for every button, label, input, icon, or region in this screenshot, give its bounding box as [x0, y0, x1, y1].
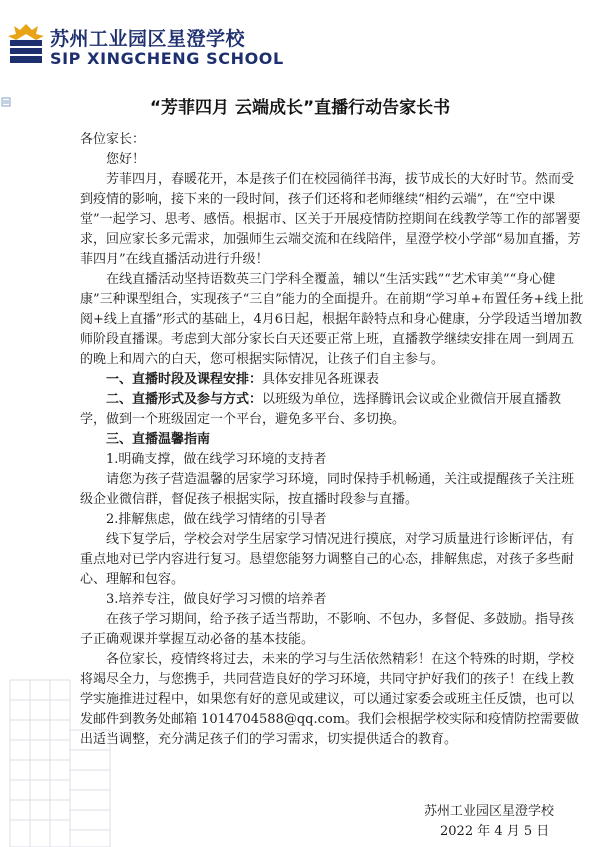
section-schedule-heading: 一、直播时段及课程安排： [106, 372, 263, 387]
section-format-body: 以班级为单位，选择腾讯会议或企业微信开展直播教学，做到一个班级固定一个平台，避免多平台、多切换。 [80, 392, 562, 427]
guide-1-body: 请您为孩子营造温馨的居家学习环境，同时保持手机畅通，关注或提醒孩子关注班级企业微信群，督促孩子根据实际，按直播时段参与直播。 [80, 472, 575, 507]
salutation: 各位家长： [80, 132, 146, 147]
guide-3-body: 在孩子学习期间，给予孩子适当帮助，不影响、不包办，多督促、多鼓励。指导孩子正确观课并掌握互动必备的基本技能。 [80, 612, 575, 647]
paragraph-intro: 芳菲四月，春暖花开，本是孩子们在校园徜徉书海，拔节成长的大好时节。然而受到疫情的影响，接下来的一段时间，孩子们还将和老师继续“相约云端”，在“空中课堂”一起学习、思考、感悟。根据市、区关于开展疫情防控期间在线教学等工作的部署要求，回应家长多元需求，加强师生云端交流和在线陪伴，星澄学校小学部“易加直播，芳菲四月”在线直播活动进行升级！ [80, 172, 581, 267]
section-guide-heading: 三、直播温馨指南 [106, 432, 211, 447]
section-format-heading: 二、直播形式及参与方式： [106, 392, 263, 407]
signature-school: 苏州工业园区星澄学校 [424, 804, 555, 819]
school-name-cn: 苏州工业园区星澄学校 [50, 28, 246, 50]
paragraph-closing: 各位家长，疫情终将过去，未来的学习与生活依然精彩！在这个特殊的时期，学校将竭尽全力，与您携手，共同营造良好的学习环境，共同守护好我们的孩子！在线上教学实施推进过程中，如果您有好的意见或建议，可以通过家委会或班主任反馈，也可以发邮件到教务处邮箱 1014704588@qq.com。我们会根据学校实际和疫情防控需要做出适当调整，充分满足孩子们的学习需求，切实提供适合的教育。 [80, 652, 580, 747]
letter-title: “芳菲四月 云端成长”直播行动告家长书 [149, 98, 451, 118]
section-schedule [80, 370, 585, 390]
guide-1-title: 1.明确支撑，做在线学习环境的支持者 [106, 452, 327, 467]
school-name-en: SIP XINGCHENG SCHOOL [50, 49, 284, 68]
paragraph-activity: 在线直播活动坚持语数英三门学科全覆盖，辅以“生活实践”“艺术审美”“身心健康”三种课型组合，实现孩子“三自”能力的全面提升。在前期“学习单+布置任务+线上批阅+线上直播”形式的基础上，4月6日起，根据年龄特点和身心健康，分学段适当增加教师阶段直播课。考虑到大部分家长白天还要正常上班，直播教学继续安排在周一到周五的晚上和周六的白天，您可根据实际情况，让孩子们自主参与。 [80, 272, 584, 367]
signature-block [424, 802, 594, 842]
guide-2-title: 2.排解焦虑，做在线学习情绪的引导者 [106, 512, 327, 527]
section-format [80, 390, 585, 430]
letterhead [0, 0, 600, 80]
guide-3-title: 3.培养专注，做良好学习习惯的培养者 [106, 592, 327, 607]
signature-date: 2022 年 4 月 5 日 [440, 824, 550, 839]
guide-2-body: 线下复学后，学校会对学生居家学习情况进行摸底，对学习质量进行诊断评估，有重点地对已学内容进行复习。恳望您能努力调整自己的心态，排解焦虑，对孩子多些耐心、理解和包容。 [80, 532, 575, 587]
section-schedule-body: 具体安排见各班课表 [262, 372, 380, 387]
greeting: 您好！ [106, 152, 146, 167]
letter-body [80, 130, 585, 750]
school-logo-icon [6, 22, 46, 66]
